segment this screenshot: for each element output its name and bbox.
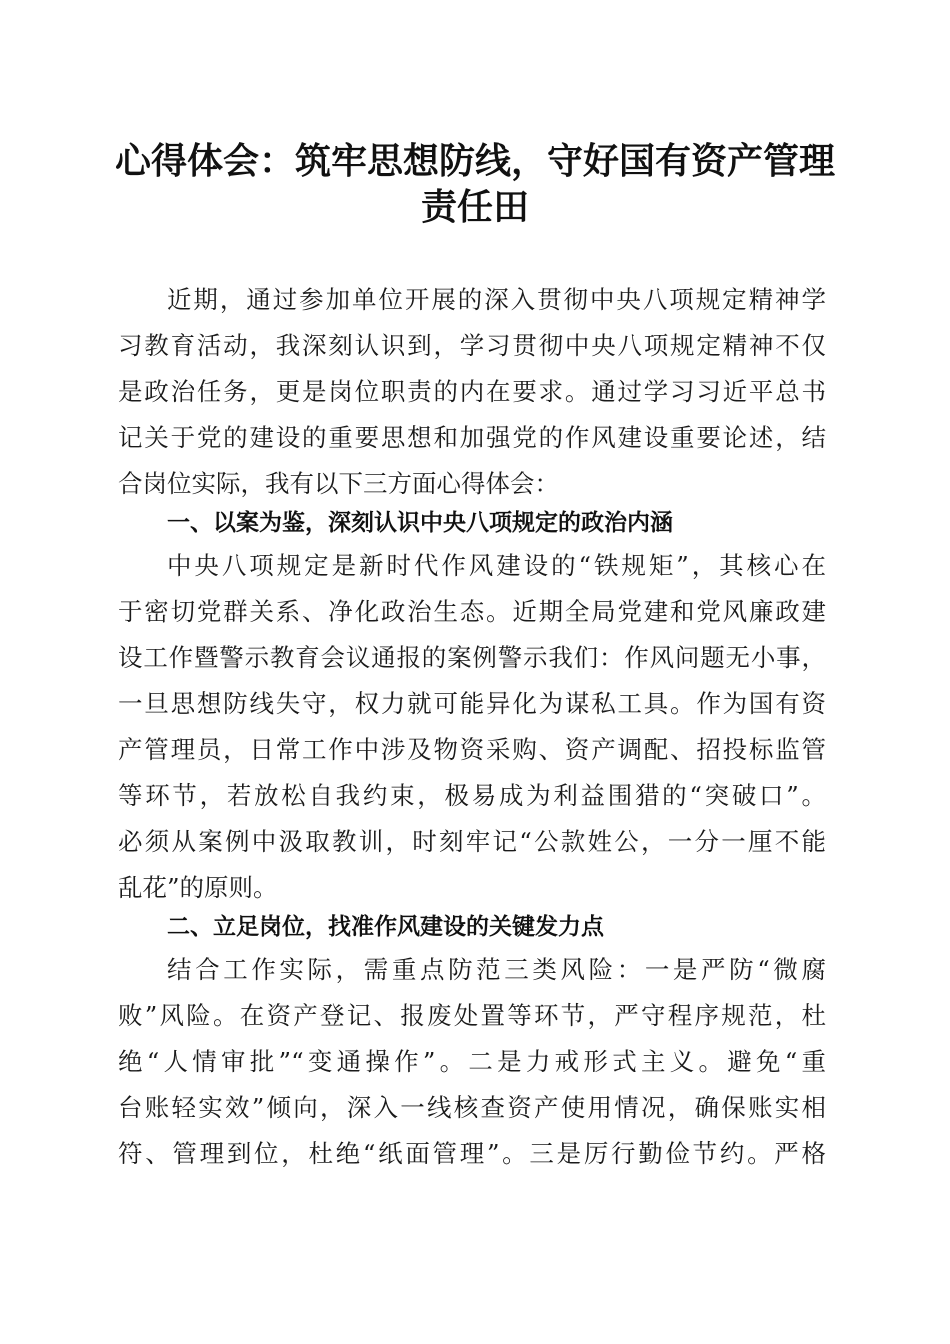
intro-text-line: 习教育活动，我深刻认识到，学习贯彻中央八项规定精神不仅 <box>118 331 826 360</box>
section-1-text-line: 乱花”的原则。 <box>118 873 278 902</box>
section-1-text-line: 于密切党群关系、净化政治生态。近期全局党建和党风廉政建 <box>118 597 826 626</box>
section-1-text-line: 必须从案例中汲取教训，时刻牢记“公款姓公，一分一厘不能 <box>118 827 826 856</box>
intro-text-line: 是政治任务，更是岗位职责的内在要求。通过学习习近平总书 <box>118 377 826 406</box>
section-1-text-line: 等环节，若放松自我约束，极易成为利益围猎的“突破口”。 <box>118 781 826 810</box>
section-2-heading: 二、立足岗位，找准作风建设的关键发力点 <box>167 914 604 940</box>
section-1-text-line: 设工作暨警示教育会议通报的案例警示我们：作风问题无小事， <box>118 643 826 672</box>
document-title-line-2: 责任田 <box>420 186 529 228</box>
section-1-text-line: 一旦思想防线失守，权力就可能异化为谋私工具。作为国有资 <box>118 689 826 718</box>
section-1-heading: 一、以案为鉴，深刻认识中央八项规定的政治内涵 <box>167 510 673 536</box>
section-1-text-line: 中央八项规定是新时代作风建设的“铁规矩”，其核心在 <box>167 551 826 580</box>
section-1-text-line: 产管理员，日常工作中涉及物资采购、资产调配、招投标监管 <box>118 735 826 764</box>
document-title-line-1: 心得体会：筑牢思想防线，守好国有资产管理 <box>114 140 835 182</box>
section-2-text-line: 符、管理到位，杜绝“纸面管理”。三是厉行勤俭节约。严格 <box>118 1139 826 1168</box>
intro-text-line: 合岗位实际，我有以下三方面心得体会： <box>118 469 559 498</box>
section-2-text-line: 绝“人情审批”“变通操作”。二是力戒形式主义。避免“重 <box>118 1047 826 1076</box>
section-2-text-line: 败”风险。在资产登记、报废处置等环节，严守程序规范，杜 <box>118 1001 826 1030</box>
intro-text-line: 近期，通过参加单位开展的深入贯彻中央八项规定精神学 <box>167 285 826 314</box>
intro-text-line: 记关于党的建设的重要思想和加强党的作风建设重要论述，结 <box>118 423 826 452</box>
section-2-text-line: 台账轻实效”倾向，深入一线核查资产使用情况，确保账实相 <box>118 1093 826 1122</box>
section-2-text-line: 结合工作实际，需重点防范三类风险：一是严防“微腐 <box>167 955 826 984</box>
